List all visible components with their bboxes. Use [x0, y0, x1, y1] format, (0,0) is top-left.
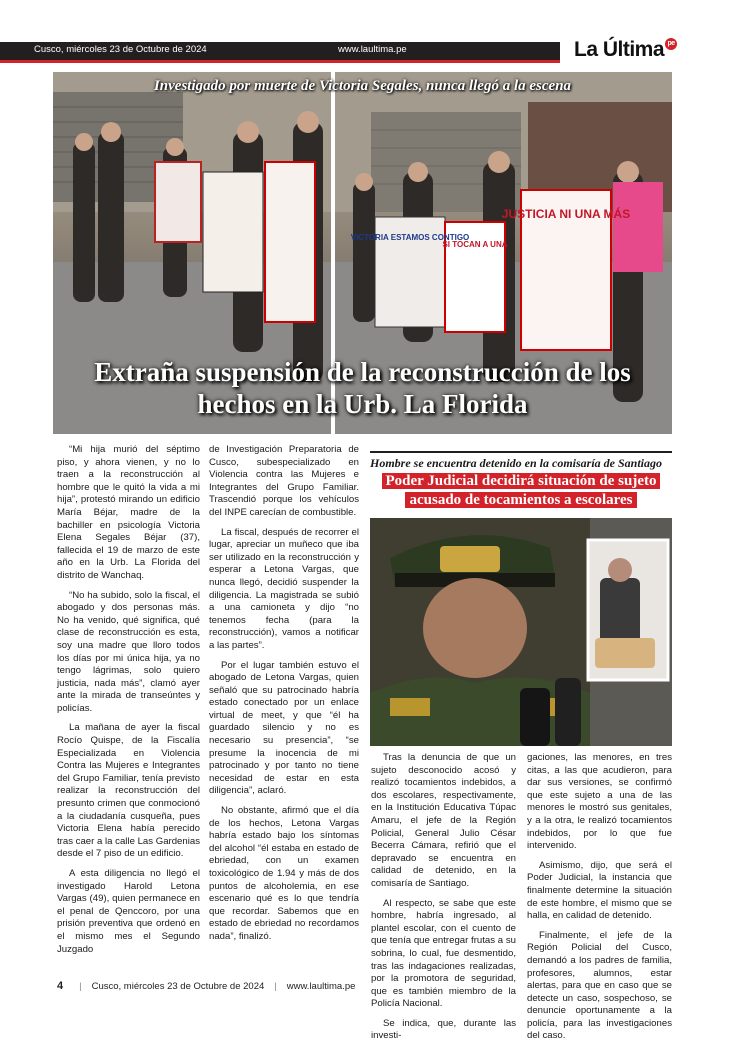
paragraph: gaciones, las menores, en tres citas, a las que acudieron, para dar sus versiones, se confirmó que este sujeto a una de las menores le mostró sus genitales, y a la otra, le realizó tocamientos indebidos, por lo que fue intervenido. — [527, 752, 672, 852]
paragraph: Asimismo, dijo, que será el Poder Judicial, la instancia que finalmente determine la situación de este hombre, el mismo que se halla, en calidad de detenido. — [527, 859, 672, 922]
article1-column-1 — [57, 444, 200, 963]
paragraph: “No ha subido, solo la fiscal, el abogado y dos personas más. No ha venido, qué significa, qué clase de reconstrucción es esta, soy una madre que lloro todos los días por mi única hija, ya no tengo lágrimas, solo quiero justicia, nada más”, clamó ayer ante la mirada de transeúntes y policías. — [57, 589, 200, 714]
police-general-photo — [370, 518, 672, 746]
paragraph: La mañana de ayer la fiscal Rocío Quispe, de la Fiscalía Especializada en Violencia Contra las Mujeres e Integrantes del Grupo Familiar, tenía previsto realizar la reconstrucción del presunto crimen que conmocionó a la ciudadanía cusqueña, pues Victoria Elena había perecido tras caer a la calle Las Gardenias desde el 7 piso de un edificio. — [57, 722, 200, 860]
police-general-illustration — [370, 518, 672, 746]
header-accent-line — [0, 60, 560, 63]
footer-url[interactable]: www.laultima.pe — [286, 981, 356, 992]
logo-badge: pe — [665, 38, 677, 50]
paragraph: A esta diligencia no llegó el investigado Harold Letona Vargas (49), quien permanece en el penal de Qenccoro, por una prisión preventiva que ordenó en el mismo mes el Segundo Juzgado — [57, 868, 200, 955]
header-bar — [0, 42, 560, 60]
header-date: Cusco, miércoles 23 de Octubre de 2024 — [34, 44, 207, 55]
page-footer — [57, 980, 355, 992]
paragraph: de Investigación Preparatoria de Cusco, subespecializado en Violencia contra las Mujeres e Integrantes del Grupo Familiar. Trascendió porque los vehículos del INPE carecían de combustible. — [209, 444, 359, 518]
sign-justicia: JUSTICIA NI UNA MÁS — [501, 207, 631, 221]
protest-photo — [53, 72, 672, 434]
newspaper-logo[interactable] — [574, 38, 677, 62]
paragraph: Al respecto, se sabe que este hombre, habría ingresado, al plantel escolar, con el cuento de que tenía que entregar frutas a su sobrina, lo cual, fue desmentido, tras las indagaciones realizadas, por la promotora de seguridad, que es también miembro de la Policía Nacional. — [371, 897, 516, 1010]
sign-si-tocan: SI TOCAN A UNA — [442, 240, 508, 249]
paragraph: Se indica, que, durante las investi- — [371, 1017, 516, 1042]
article2-headline — [370, 472, 672, 510]
paragraph: Finalmente, el jefe de la Región Policial del Cusco, demandó a los padres de familia, profesores, alumnos, estar alertas, para que en caso que se detecte un caso, sospechoso, se denuncie oportunamente a la policía, para las investigaciones del caso. — [527, 929, 672, 1042]
page-number: 4 — [57, 980, 64, 992]
paragraph: No obstante, afirmó que el día de los hechos, Letona Vargas habría estado bajo los síntomas del alcohol “él estaba en estado de ebriedad, con un examen toxicológico de 1.94 y más de dos puntos de alcoholemia, en ese escenario qué es lo que tendría que recordar. Sabemos que en estado de ebriedad no recordamos nada”, finalizó. — [209, 805, 359, 942]
header-url[interactable]: www.laultima.pe — [338, 44, 407, 55]
paragraph: “Mi hija murió del séptimo piso, y ahora vienen, y no lo traen a la reconstrucción al hombre que le quitó la vida a mi hija”, protestó mirando un edificio María Béjar, madre de la bachiller en psicología Victoria Elena Segales Béjar (37), fallecida el 19 de marzo de este año en la Urb. La Florida del distrito de Wanchaq. — [57, 444, 200, 581]
footer-separator: | — [79, 981, 82, 992]
logo-text: La Última — [574, 38, 665, 61]
article1-headline: Extraña suspensión de la reconstrucción de los hechos en la Urb. La Florida — [94, 357, 631, 419]
article2-column-2 — [527, 752, 672, 1050]
footer-separator: | — [274, 981, 277, 992]
article2-headline-text: Poder Judicial decidirá situación de sujeto acusado de tocamientos a escolares — [382, 473, 661, 508]
paragraph: Tras la denuncia de que un sujeto desconocido acosó y realizó tocamientos indebidos, a dos escolares, respectivamente, en la Institución Educativa Túpac Amaru, el jefe de la Región Policial, General Julio César Becerra Cámara, refirió que el depravado se encuentra en calidad de detenido, en la comisaría de Santiago. — [371, 752, 516, 889]
paragraph: La fiscal, después de recorrer el lugar, apreciar un muñeco que iba ser utilizado en la reconstrucción y esperar a Letona Vargas, que nunca llegó, decidió suspender la diligencia. La magistrada se subió a una camioneta y dijo “no tenemos fecha (para la reconstrucción), vamos a notificar a las partes”. — [209, 526, 359, 651]
paragraph: Por el lugar también estuvo el abogado de Letona Vargas, quien señaló que su patrocinado habría estado conectado por un enlace virtual de meet, y que “él ha guardado silencio y no es necesario su presencia”, “se presume la inocencia de mi patrocinado y por tanto no tiene necesidad de estar en esta diligencia”, aclaró. — [209, 659, 359, 797]
article1-column-2 — [209, 444, 359, 951]
article1-kicker: Investigado por muerte de Victoria Segales, nunca llegó a la escena — [153, 78, 572, 94]
article2-column-1 — [371, 752, 516, 1050]
sign-victoria: VICTORIA ESTAMOS CONTIGO — [350, 233, 470, 242]
footer-date: Cusco, miércoles 23 de Octubre de 2024 — [91, 981, 265, 992]
article2-kicker: Hombre se encuentra detenido en la comisaría de Santiago — [370, 451, 672, 471]
